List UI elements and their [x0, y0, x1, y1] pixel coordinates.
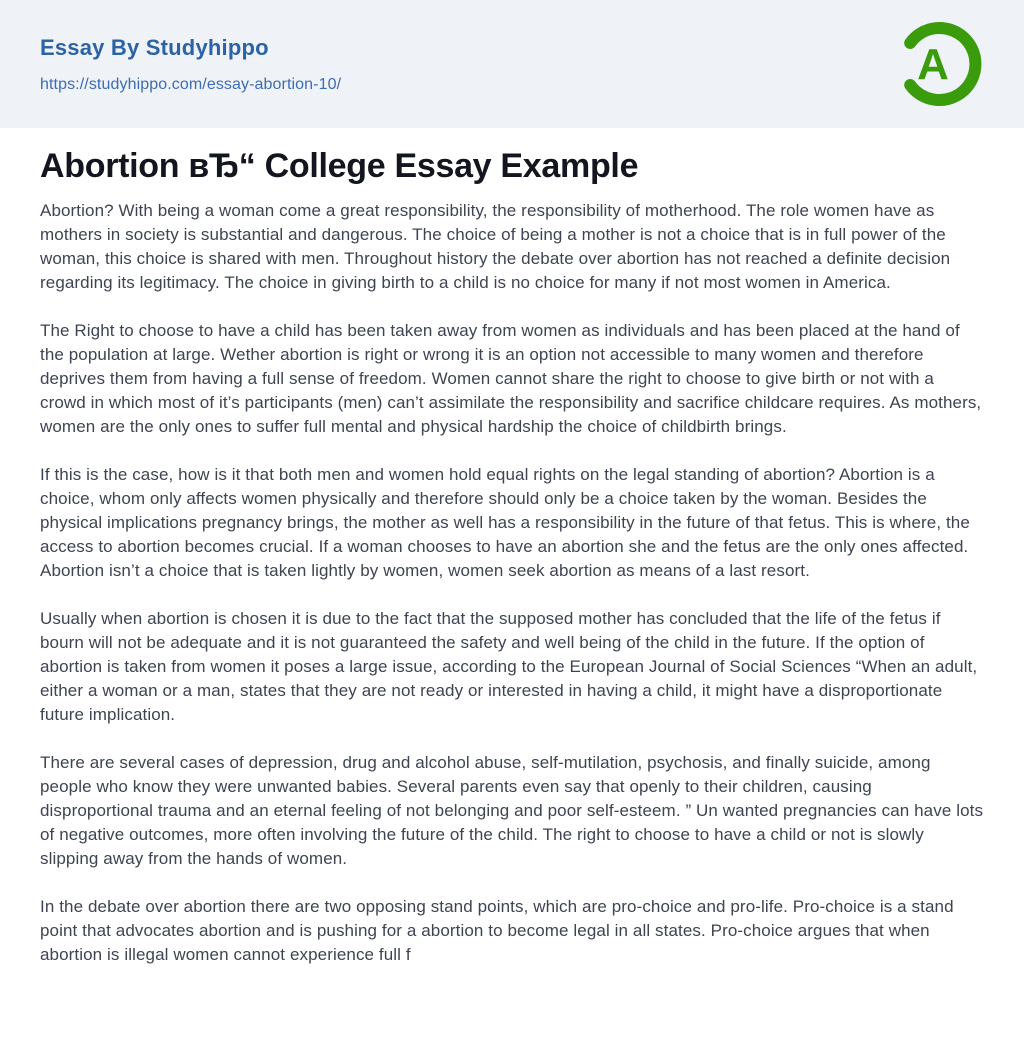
header — [0, 0, 1024, 128]
header-text-block — [40, 35, 341, 94]
essay-paragraph: There are several cases of depression, drug and alcohol abuse, self-mutilation, psychosis, and finally suicide, among people who know they were unwanted babies. Several parents even say that openly to their children, causing disproportional trauma and an eternal feeling of not belonging and poor self-esteem. ” Un wanted pregnancies can have lots of negative outcomes, more often involving the future of the child. The right to choose to have a child or not is slowly slipping away from the hands of women. — [40, 753, 984, 869]
logo-letter: A — [917, 40, 949, 89]
essay-paragraph: In the debate over abortion there are two opposing stand points, which are pro-choice and pro-life. Pro-choice is a stand point that advocates abortion and is pushing for a abortion to become legal in all states. Pro-choice argues that when abortion is illegal women cannot experience full f — [40, 897, 954, 965]
essay-paragraph: The Right to choose to have a child has been taken away from women as individuals and has been placed at the hand of the population at large. Wether abortion is right or wrong it is an option not accessible to many women and therefore deprives them from having a full sense of freedom. Women cannot share the right to choose to give birth or not with a crowd in which most of it’s participants (men) can’t assimilate the responsibility and sacrifice childcare requires. As mothers, women are the only ones to suffer full mental and physical hardship the choice of childbirth brings. — [40, 321, 982, 437]
essay-paragraph: Usually when abortion is chosen it is due to the fact that the supposed mother has concluded that the life of the fetus if bourn will not be adequate and it is not guaranteed the safety and well being of the child in the future. If the option of abortion is taken from women it poses a large issue, according to the European Journal of Social Sciences “When an adult, either a woman or a man, states that they are not ready or interested in having a child, it might have a disproportionate future implication. — [40, 609, 978, 725]
studyhippo-logo-icon — [894, 19, 984, 109]
essay-article — [0, 147, 1024, 967]
essay-paragraph: If this is the case, how is it that both men and women hold equal rights on the legal standing of abortion? Abortion is a choice, whom only affects women physically and therefore should only be a choice taken by the woman. Besides the physical implications pregnancy brings, the mother as well has a responsibility in the future of that fetus. This is where, the access to abortion becomes crucial. If a woman chooses to have an abortion she and the fetus are the only ones affected. Abortion isn’t a choice that is taken lightly by women, women seek abortion as means of a last resort. — [40, 465, 970, 581]
source-url-link[interactable]: https://studyhippo.com/essay-abortion-10/ — [40, 75, 342, 93]
site-title: Essay By Studyhippo — [40, 34, 269, 60]
essay-title: Abortion вЂ“ College Essay Example — [40, 147, 639, 185]
essay-paragraph: Abortion? With being a woman come a great responsibility, the responsibility of motherhood. The role women have as mothers in society is substantial and dangerous. The choice of being a mother is not a choice that is in full power of the woman, this choice is shared with men. Throughout history the debate over abortion has not reached a definite decision regarding its legitimacy. The choice in giving birth to a child is no choice for many if not most women in America. — [40, 201, 951, 293]
